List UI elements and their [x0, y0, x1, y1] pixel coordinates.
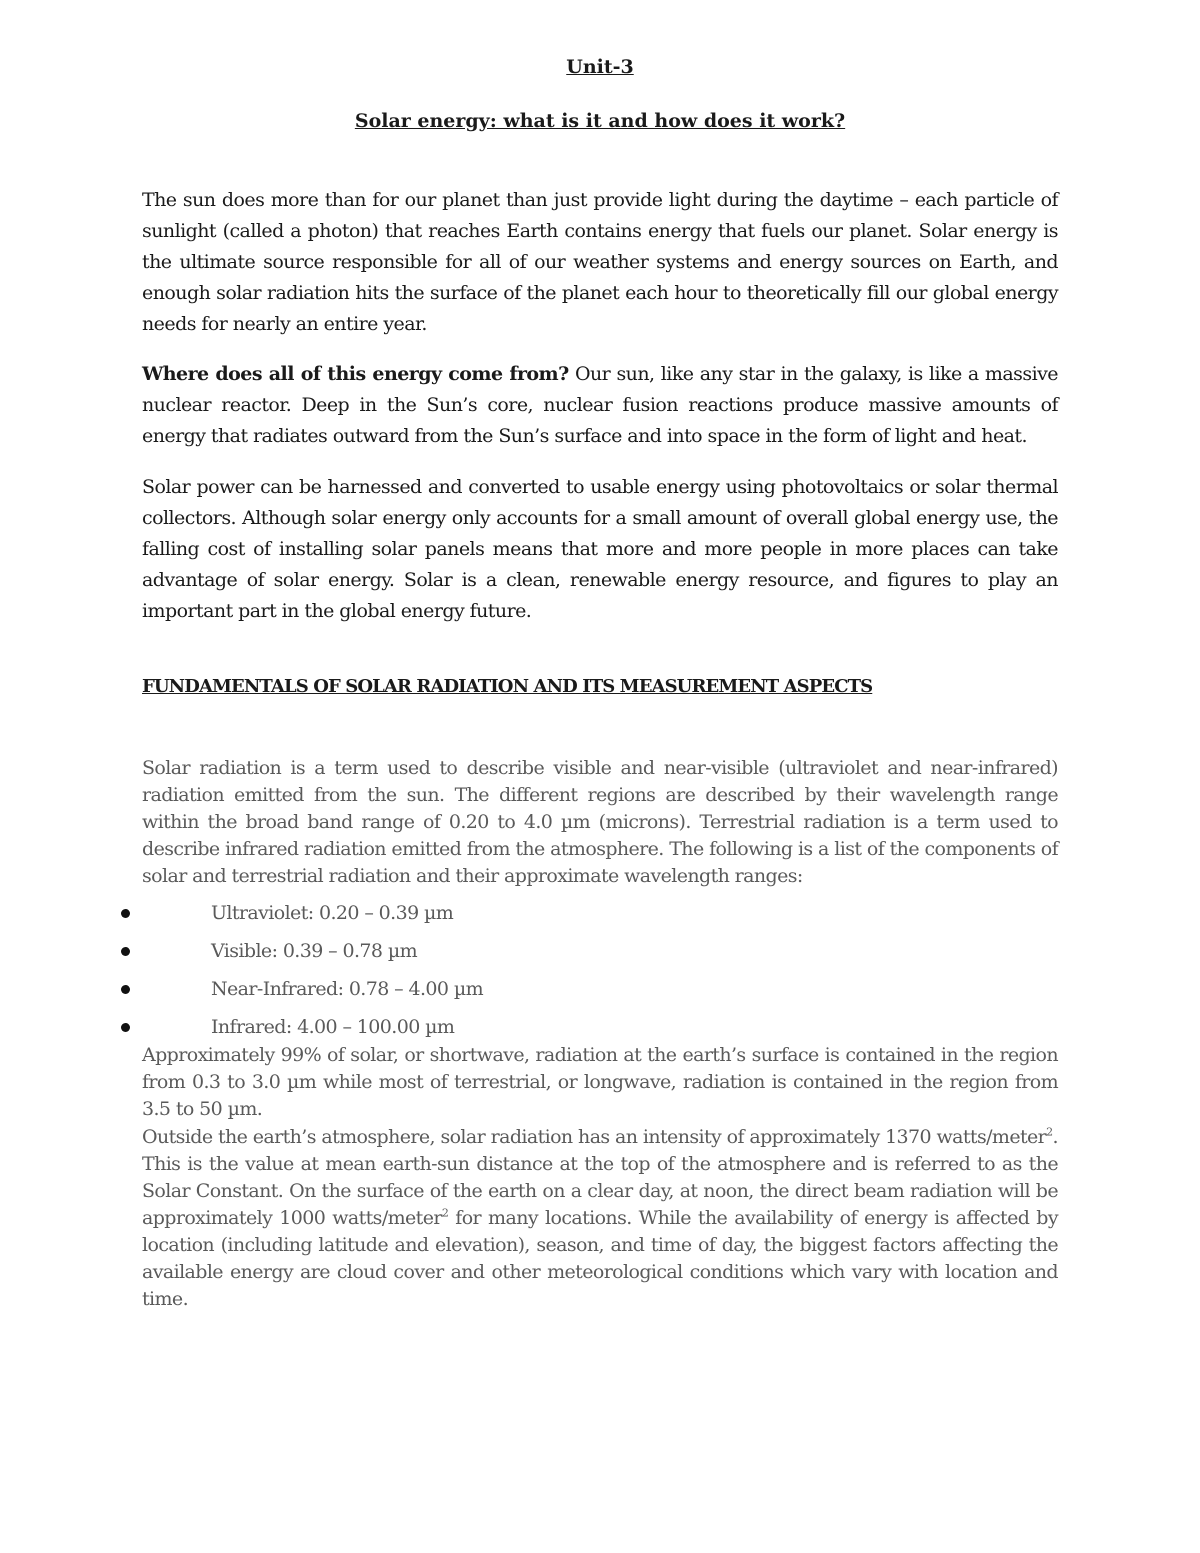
intro-paragraph: The sun does more than for our planet than just provide light during the daytime – each particle of sunlight (called a photon) that reaches Earth contains energy that fuels our planet. Solar energy is the ultimate source responsible for all of our weather systems and energy sources on Earth, and enough solar radiation hits the surface of the planet each hour to theoretically fill our global energy needs for nearly an entire year.: [142, 189, 1058, 335]
energy-source-paragraph: [142, 359, 1058, 452]
energy-source-answer: Our sun, like any star in the galaxy, is like a massive nuclear reactor. Deep in the Sun’s core, nuclear fusion reactions produce massive amounts of energy that radiates outward from the Sun’s surface and into space in the form of light and heat.: [142, 363, 1058, 447]
wavelength-item: Visible: 0.39 – 0.78 µm: [211, 940, 418, 962]
wavelength-item: Infrared: 4.00 – 100.00 µm: [211, 1016, 455, 1038]
energy-source-question: Where does all of this energy come from?: [142, 363, 569, 385]
unit-title: Unit-3: [566, 56, 634, 78]
list-item: [0, 976, 1200, 1014]
radiation-paragraph: Solar radiation is a term used to describe visible and near-visible (ultraviolet and near-infrared) radiation emitted from the sun. The different regions are described by their wavelength range within the broad band range of 0.20 to 4.0 µm (microns). Terrestrial radiation is a term used to describe infrared radiation emitted from the atmosphere. The following is a list of the components of solar and terrestrial radiation and their approximate wavelength ranges:: [142, 757, 1058, 887]
shortwave-paragraph: Approximately 99% of solar, or shortwave, radiation at the earth’s surface is contained in the region from 0.3 to 3.0 µm while most of terrestrial, or longwave, radiation is contained in the region from 3.5 to 50 µm.: [142, 1044, 1058, 1120]
wavelength-item: Ultraviolet: 0.20 – 0.39 µm: [211, 902, 454, 924]
superscript: 2: [1046, 1125, 1053, 1139]
harness-paragraph: Solar power can be harnessed and converted to usable energy using photovoltaics or solar thermal collectors. Although solar energy only accounts for a small amount of overall global energy use, the falling cost of installing solar panels means that more and more people in more places can take advantage of solar energy. Solar is a clean, renewable energy resource, and figures to play an important part in the global energy future.: [142, 476, 1058, 622]
bullet-icon: [121, 985, 130, 994]
fundamentals-heading: FUNDAMENTALS OF SOLAR RADIATION AND ITS MEASUREMENT ASPECTS: [142, 676, 873, 697]
superscript: 2: [441, 1206, 449, 1220]
bullet-icon: [121, 909, 130, 918]
section-title: Solar energy: what is it and how does it work?: [354, 110, 846, 132]
list-item: [0, 938, 1200, 976]
solar-constant-text-1: Outside the earth’s atmosphere, solar radiation has an intensity of approximately 1370 watts/meter: [142, 1126, 1047, 1148]
list-item: [0, 900, 1200, 938]
bullet-icon: [121, 1023, 130, 1032]
solar-constant-paragraph: [142, 1124, 1058, 1313]
solar-constant-text-3: for many locations. While the availability of energy is affected by location (including latitude and elevation), season, and time of day, the biggest factors affecting the available energy are cloud cover and other meteorological conditions which vary with location and time.: [142, 1207, 1058, 1310]
wavelength-list: [0, 900, 1200, 1052]
bullet-icon: [121, 947, 130, 956]
wavelength-item: Near-Infrared: 0.78 – 4.00 µm: [211, 978, 484, 1000]
solar-constant-text-2: . This is the value at mean earth-sun distance at the top of the atmosphere and is referred to as the Solar Constant. On the surface of the earth on a clear day, at noon, the direct beam radiation will be approximately 1000 watts/meter: [142, 1126, 1058, 1229]
